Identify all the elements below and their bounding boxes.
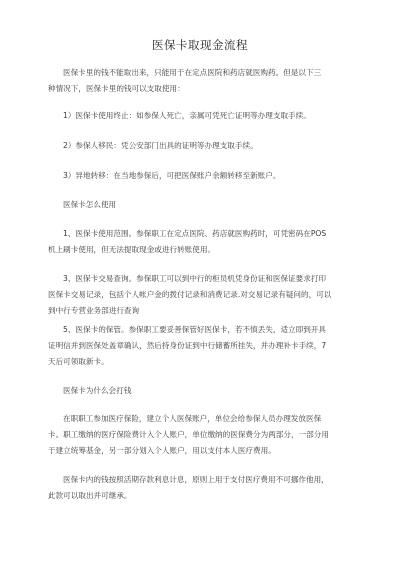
case-3: 3）异地转移：在当地参保后，可把医保账户余额转移至新账户。 — [63, 171, 281, 180]
money-2-line-1: 医保卡内的钱按照活期存款利息计息，原则上用于支付医疗费用不可挪作他用， — [63, 475, 329, 484]
usage-heading: 医保卡怎么使用 — [63, 200, 117, 209]
usage-3-line-3: 到中行专营业务部进行查询 — [48, 306, 140, 315]
intro-line-1: 医保卡里的钱不能取出来，只能用于在定点医院和药店就医购药。但是以下三 — [63, 68, 322, 77]
usage-5-line-1: 5、医保卡的保管。参保职工要妥善保管好医保卡，若不慎丢失，适立即到开具 — [63, 325, 327, 334]
case-2: 2）参保人移民：凭公安部门出具的证明等办理支取手续。 — [63, 141, 258, 150]
money-1-line-2: 卡。职工缴纳的医疗保险费计入个人账户，单位缴纳的医保费分为两部分，一部分用 — [48, 430, 329, 439]
usage-1-line-1: 1、医保卡使用范围。参保职工在定点医院、药店就医购药时，可凭密码在POS — [63, 229, 327, 238]
document-title: 医保卡取现金流程 — [152, 38, 248, 52]
usage-5-line-2: 证明信并到医保处盖章确认，然后持身份证到中行储蓄所挂失，并办理补卡手续，7 — [48, 341, 327, 350]
usage-1-line-2: 机上刷卡使用，但无法提取现金或进行转账使用。 — [48, 245, 216, 254]
intro-line-2: 种情况下，医保卡里的钱可以支取使用： — [48, 84, 185, 93]
usage-3-line-2: 医保卡交易记录，包括个人帐户金的拨付记录和消费记录.对交易记录有疑问的，可以 — [48, 290, 332, 299]
money-2-line-2: 此款可以取出并可继承。 — [48, 491, 132, 500]
usage-3-line-1: 3、医保卡交易查询。参保职工可以到中行的柜员机凭身份证和医保证要求打印 — [63, 274, 327, 283]
money-heading: 医保卡为什么会打钱 — [63, 386, 132, 395]
money-1-line-3: 于建立统筹基金，另一部分划入个人账户，用以支付本人医疗费用。 — [48, 446, 276, 455]
case-1: 1）医保卡使用终止：如参保人死亡，亲属可凭死亡证明等办理支取手续。 — [63, 111, 311, 120]
money-1-line-1: 在职职工参加医疗保险，建立个人医保账户，单位会给参保人员办理发放医保 — [63, 414, 322, 423]
usage-5-line-3: 天后可领取新卡。 — [48, 357, 109, 366]
